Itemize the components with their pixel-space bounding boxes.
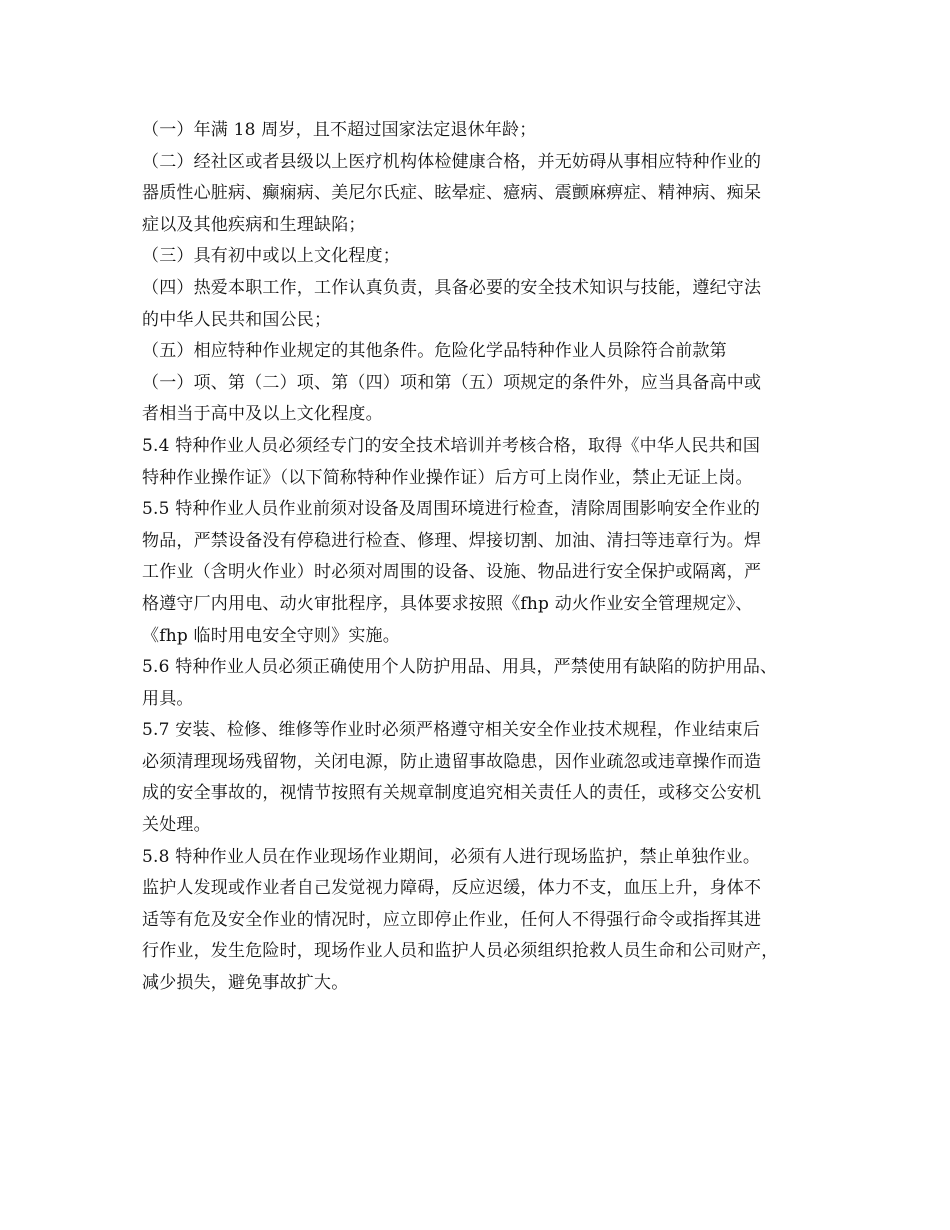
text-line: （五）相应特种作业规定的其他条件。危险化学品特种作业人员除符合前款第 <box>142 341 727 362</box>
text-line: 关处理。 <box>142 815 211 836</box>
text-line: 行作业，发生危险时，现场作业人员和监护人员必须组织抢救人员生命和公司财产， <box>142 941 779 962</box>
text-line: 减少损失，避免事故扩大。 <box>142 973 349 994</box>
document-body <box>142 115 832 1000</box>
text-line: 用具。 <box>142 688 194 709</box>
text-line: 工作业（含明火作业）时必须对周围的设备、设施、物品进行安全保护或隔离，严 <box>142 562 762 583</box>
text-line: 5.5 特种作业人员作业前须对设备及周围环境进行检查，清除周围影响安全作业的 <box>142 499 761 520</box>
text-line: （一）年满 18 周岁，且不超过国家法定退休年龄； <box>142 120 537 140</box>
text-line: 《fhp 临时用电安全守则》实施。 <box>142 625 400 646</box>
text-line: 5.4 特种作业人员必须经专门的安全技术培训并考核合格，取得《中华人民共和国 <box>142 435 761 456</box>
text-line: 成的安全事故的，视情节按照有关规章制度追究相关责任人的责任，或移交公安机 <box>142 783 762 804</box>
text-line: 格遵守厂内用电、动火审批程序，具体要求按照《fhp 动火作业安全管理规定》、 <box>142 593 753 614</box>
text-line: 特种作业操作证》（以下简称特种作业操作证）后方可上岗作业，禁止无证上岗。 <box>142 467 753 488</box>
text-line: （二）经社区或者县级以上医疗机构体检健康合格，并无妨碍从事相应特种作业的 <box>142 151 762 172</box>
text-line: 的中华人民共和国公民； <box>142 309 332 330</box>
text-line: 必须清理现场残留物，关闭电源，防止遗留事故隐患，因作业疏忽或违章操作而造 <box>142 751 762 772</box>
text-line: 监护人发现或作业者自己发觉视力障碍，反应迟缓，体力不支，血压上升，身体不 <box>142 878 762 899</box>
text-line: 者相当于高中及以上文化程度。 <box>142 404 383 425</box>
text-line: 5.6 特种作业人员必须正确使用个人防护用品、用具，严禁使用有缺陷的防护用品、 <box>142 657 778 678</box>
text-line: 适等有危及安全作业的情况时，应立即停止作业，任何人不得强行命令或指挥其进 <box>142 909 762 930</box>
text-line: 器质性心脏病、癫痫病、美尼尔氏症、眩晕症、癔病、震颤麻痹症、精神病、痴呆 <box>142 183 762 204</box>
text-line: （一）项、第（二）项、第（四）项和第（五）项规定的条件外，应当具备高中或 <box>142 372 762 393</box>
text-line: （三）具有初中或以上文化程度； <box>142 246 400 267</box>
text-line: 症以及其他疾病和生理缺陷； <box>142 214 366 235</box>
text-line: 5.8 特种作业人员在作业现场作业期间，必须有人进行现场监护，禁止单独作业。 <box>142 846 761 867</box>
text-line: （四）热爱本职工作，工作认真负责，具备必要的安全技术知识与技能，遵纪守法 <box>142 277 762 298</box>
text-line: 物品，严禁设备没有停稳进行检查、修理、焊接切割、加油、清扫等违章行为。焊 <box>142 530 762 551</box>
text-line: 5.7 安装、检修、维修等作业时必须严格遵守相关安全作业技术规程，作业结束后 <box>142 720 761 741</box>
